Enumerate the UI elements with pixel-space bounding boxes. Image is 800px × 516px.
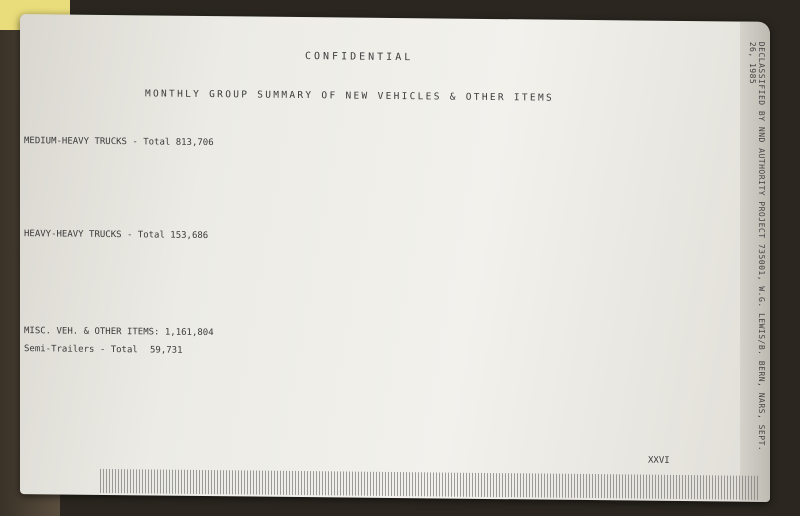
barcode-strip — [100, 469, 760, 500]
section-label: HEAVY-HEAVY TRUCKS - Total 153,686 — [24, 229, 209, 242]
document-page — [20, 14, 770, 502]
subsection-total: 59,731 — [150, 345, 183, 356]
confidential-heading: CONFIDENTIAL — [305, 51, 414, 64]
section-label: MISC. VEH. & OTHER ITEMS: 1,161,804 — [24, 326, 214, 339]
page-number: XXVI — [648, 455, 670, 466]
subsection-label: Semi-Trailers - Total — [24, 344, 138, 356]
declassification-stamp: DECLASSIFIED BY NND AUTHORITY PROJECT 735001, W.G. LEWIS/B. BERN, NARS, SEPT. 26, 1985 — [748, 41, 766, 452]
page-title: MONTHLY GROUP SUMMARY OF NEW VEHICLES & OTHER ITEMS — [145, 88, 554, 104]
section-label: MEDIUM-HEAVY TRUCKS - Total 813,706 — [24, 136, 214, 149]
